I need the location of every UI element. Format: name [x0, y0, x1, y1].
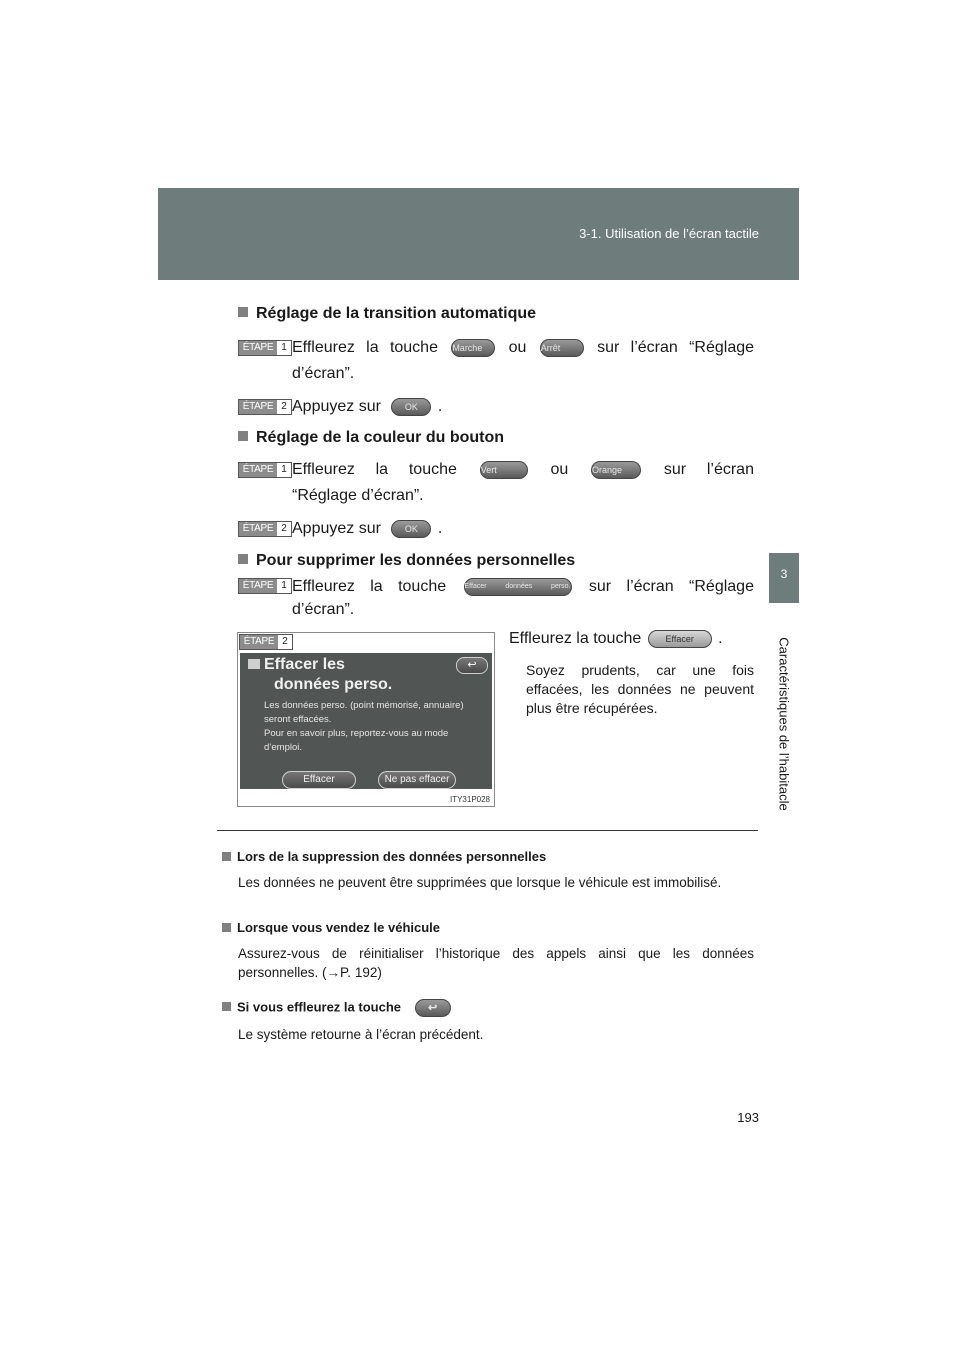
square-bullet-icon [222, 923, 231, 932]
note-title: Lors de la suppression des données personnelles [222, 849, 546, 864]
note-title: Lorsque vous vendez le véhicule [222, 920, 440, 935]
ok-button: OK [391, 520, 431, 538]
note-text: Les données ne peuvent être supprimées que lorsque le véhicule est immobilisé. [238, 875, 722, 890]
section-title: 3-1. Utilisation de l’écran tactile [579, 226, 759, 241]
instruction-line: Appuyez sur OK . [292, 520, 443, 537]
instruction-line: d’écran”. [292, 601, 355, 618]
step-badge: ÉTAPE 1 [238, 578, 292, 594]
screen-figure [237, 632, 495, 807]
instruction-line: Effleurez la touche Effacer données perso. sur l’écran “Réglage [292, 578, 754, 595]
square-bullet-icon [238, 554, 248, 564]
instruction-line: Effleurez la touche Marche ou Arrêt sur l’écran “Réglage [292, 339, 755, 356]
divider [217, 830, 758, 831]
step-badge: ÉTAPE 2 [239, 634, 293, 650]
note-text: Assurez-vous de réinitialiser l’historique des appels ainsi que les données personnelles. (→P. 192) [238, 946, 754, 980]
note-title: Si vous effleurez la touche ↩ [222, 999, 453, 1017]
effacer-button: Effacer [648, 630, 712, 648]
menu-icon [248, 659, 260, 669]
step-badge: ÉTAPE 1 [238, 340, 292, 356]
arret-button: Arrêt [540, 339, 584, 357]
instruction-line: Effleurez la touche Vert ou Orange sur l’écran [292, 461, 754, 478]
instruction-line: d’écran”. [292, 365, 355, 382]
vert-button: Vert [480, 461, 528, 479]
screen-title: Effacer les données perso. [264, 656, 393, 693]
orange-button: Orange [591, 461, 641, 479]
step-badge: ÉTAPE 2 [238, 521, 292, 537]
delete-data-button: Effacer données perso. [464, 578, 572, 596]
chapter-label: Caractéristiques de l’habitacle [776, 637, 792, 811]
page-number: 193 [737, 1110, 759, 1125]
square-bullet-icon [238, 307, 248, 317]
ok-button: OK [391, 398, 431, 416]
note-text: Le système retourne à l’écran précédent. [238, 1027, 484, 1042]
square-bullet-icon [222, 1002, 231, 1011]
marche-button: Marche [451, 339, 495, 357]
screen-message: Les données perso. (point mémorisé, annuaire) seront effacées. Pour en savoir plus, reportez-vous au mode d’emploi. [264, 700, 464, 753]
image-code: ITY31P028 [449, 795, 490, 804]
square-bullet-icon [222, 852, 231, 861]
heading-auto-transition: Réglage de la transition automatique [238, 305, 536, 323]
heading-button-color: Réglage de la couleur du bouton [238, 429, 504, 447]
heading-delete-data: Pour supprimer les données personnelles [238, 552, 575, 570]
warning-text: Soyez prudents, car une fois effacées, les données ne peuvent plus être récupérées. [526, 662, 754, 716]
chapter-tab: 3 [769, 553, 799, 603]
instruction-line: Appuyez sur OK . [292, 398, 443, 415]
back-arrow-icon: ↩ [415, 999, 451, 1017]
back-arrow-icon: ↩ [456, 657, 488, 674]
section-header [158, 188, 799, 280]
step-badge: ÉTAPE 1 [238, 462, 292, 478]
instruction-line: Effleurez la touche Effacer . [509, 630, 723, 647]
square-bullet-icon [238, 431, 248, 441]
step-badge: ÉTAPE 2 [238, 399, 292, 415]
screen-keep-button: Ne pas effacer [378, 771, 456, 789]
screen-erase-button: Effacer [282, 771, 356, 789]
touch-screen-image [240, 653, 492, 789]
instruction-line: “Réglage d’écran”. [292, 487, 424, 504]
